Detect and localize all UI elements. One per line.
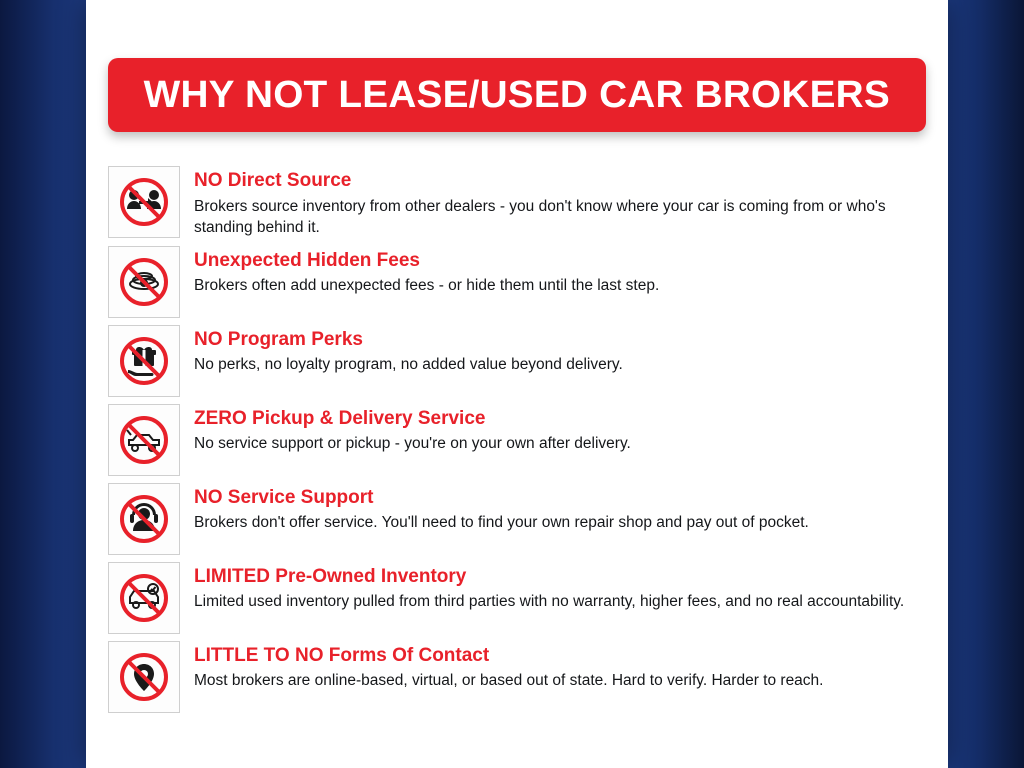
list-item [108, 404, 928, 476]
list-item-text [180, 562, 904, 613]
list-item [108, 166, 928, 239]
list-item-title: Unexpected Hidden Fees [194, 249, 420, 271]
list-item-description: No service support or pickup - you're on your own after delivery. [194, 435, 631, 453]
list-item-description: Brokers don't offer service. You'll need to find your own repair shop and pay out of pocket. [194, 514, 809, 532]
no-tow-truck-delivery-prohibited-icon [108, 404, 180, 476]
list-item [108, 641, 928, 713]
list-item-description: Brokers often add unexpected fees - or hide them until the last step. [194, 277, 660, 295]
list-item-text [180, 325, 623, 376]
list-item-text [180, 166, 914, 239]
list-item-title: NO Program Perks [194, 328, 363, 350]
list-item-description: Most brokers are online-based, virtual, or based out of state. Hard to verify. Harder to reach. [194, 672, 824, 690]
content-card [86, 0, 948, 768]
no-gift-perks-prohibited-icon [108, 325, 180, 397]
list-item-description: Brokers source inventory from other dealers - you don't know where your car is coming from or who's standing behind it. [194, 197, 886, 237]
list-item-text [180, 641, 823, 692]
list-item-title: NO Direct Source [194, 170, 352, 191]
list-item [108, 325, 928, 397]
page-title: WHY NOT LEASE/USED CAR BROKERS [143, 74, 891, 116]
no-car-inventory-prohibited-icon [108, 562, 180, 634]
list-item [108, 246, 928, 318]
no-hidden-fees-prohibited-icon [108, 246, 180, 318]
list-item-title: ZERO Pickup & Delivery Service [194, 407, 486, 429]
list-item [108, 562, 928, 634]
list-item [108, 483, 928, 555]
list-item-text [180, 246, 659, 297]
no-support-headset-prohibited-icon [108, 483, 180, 555]
title-banner [108, 58, 926, 132]
no-location-pin-prohibited-icon [108, 641, 180, 713]
list-item-text [180, 404, 631, 455]
list-item-title: LITTLE TO NO Forms Of Contact [194, 644, 490, 666]
list-item-text [180, 483, 809, 534]
list-item-description: Limited used inventory pulled from third parties with no warranty, higher fees, and no real accountability. [194, 593, 905, 611]
list-item-title: LIMITED Pre-Owned Inventory [194, 565, 467, 587]
list-item-description: No perks, no loyalty program, no added value beyond delivery. [194, 356, 623, 374]
no-handshake-prohibited-icon [108, 166, 180, 238]
reasons-list [108, 166, 928, 720]
list-item-title: NO Service Support [194, 486, 374, 508]
